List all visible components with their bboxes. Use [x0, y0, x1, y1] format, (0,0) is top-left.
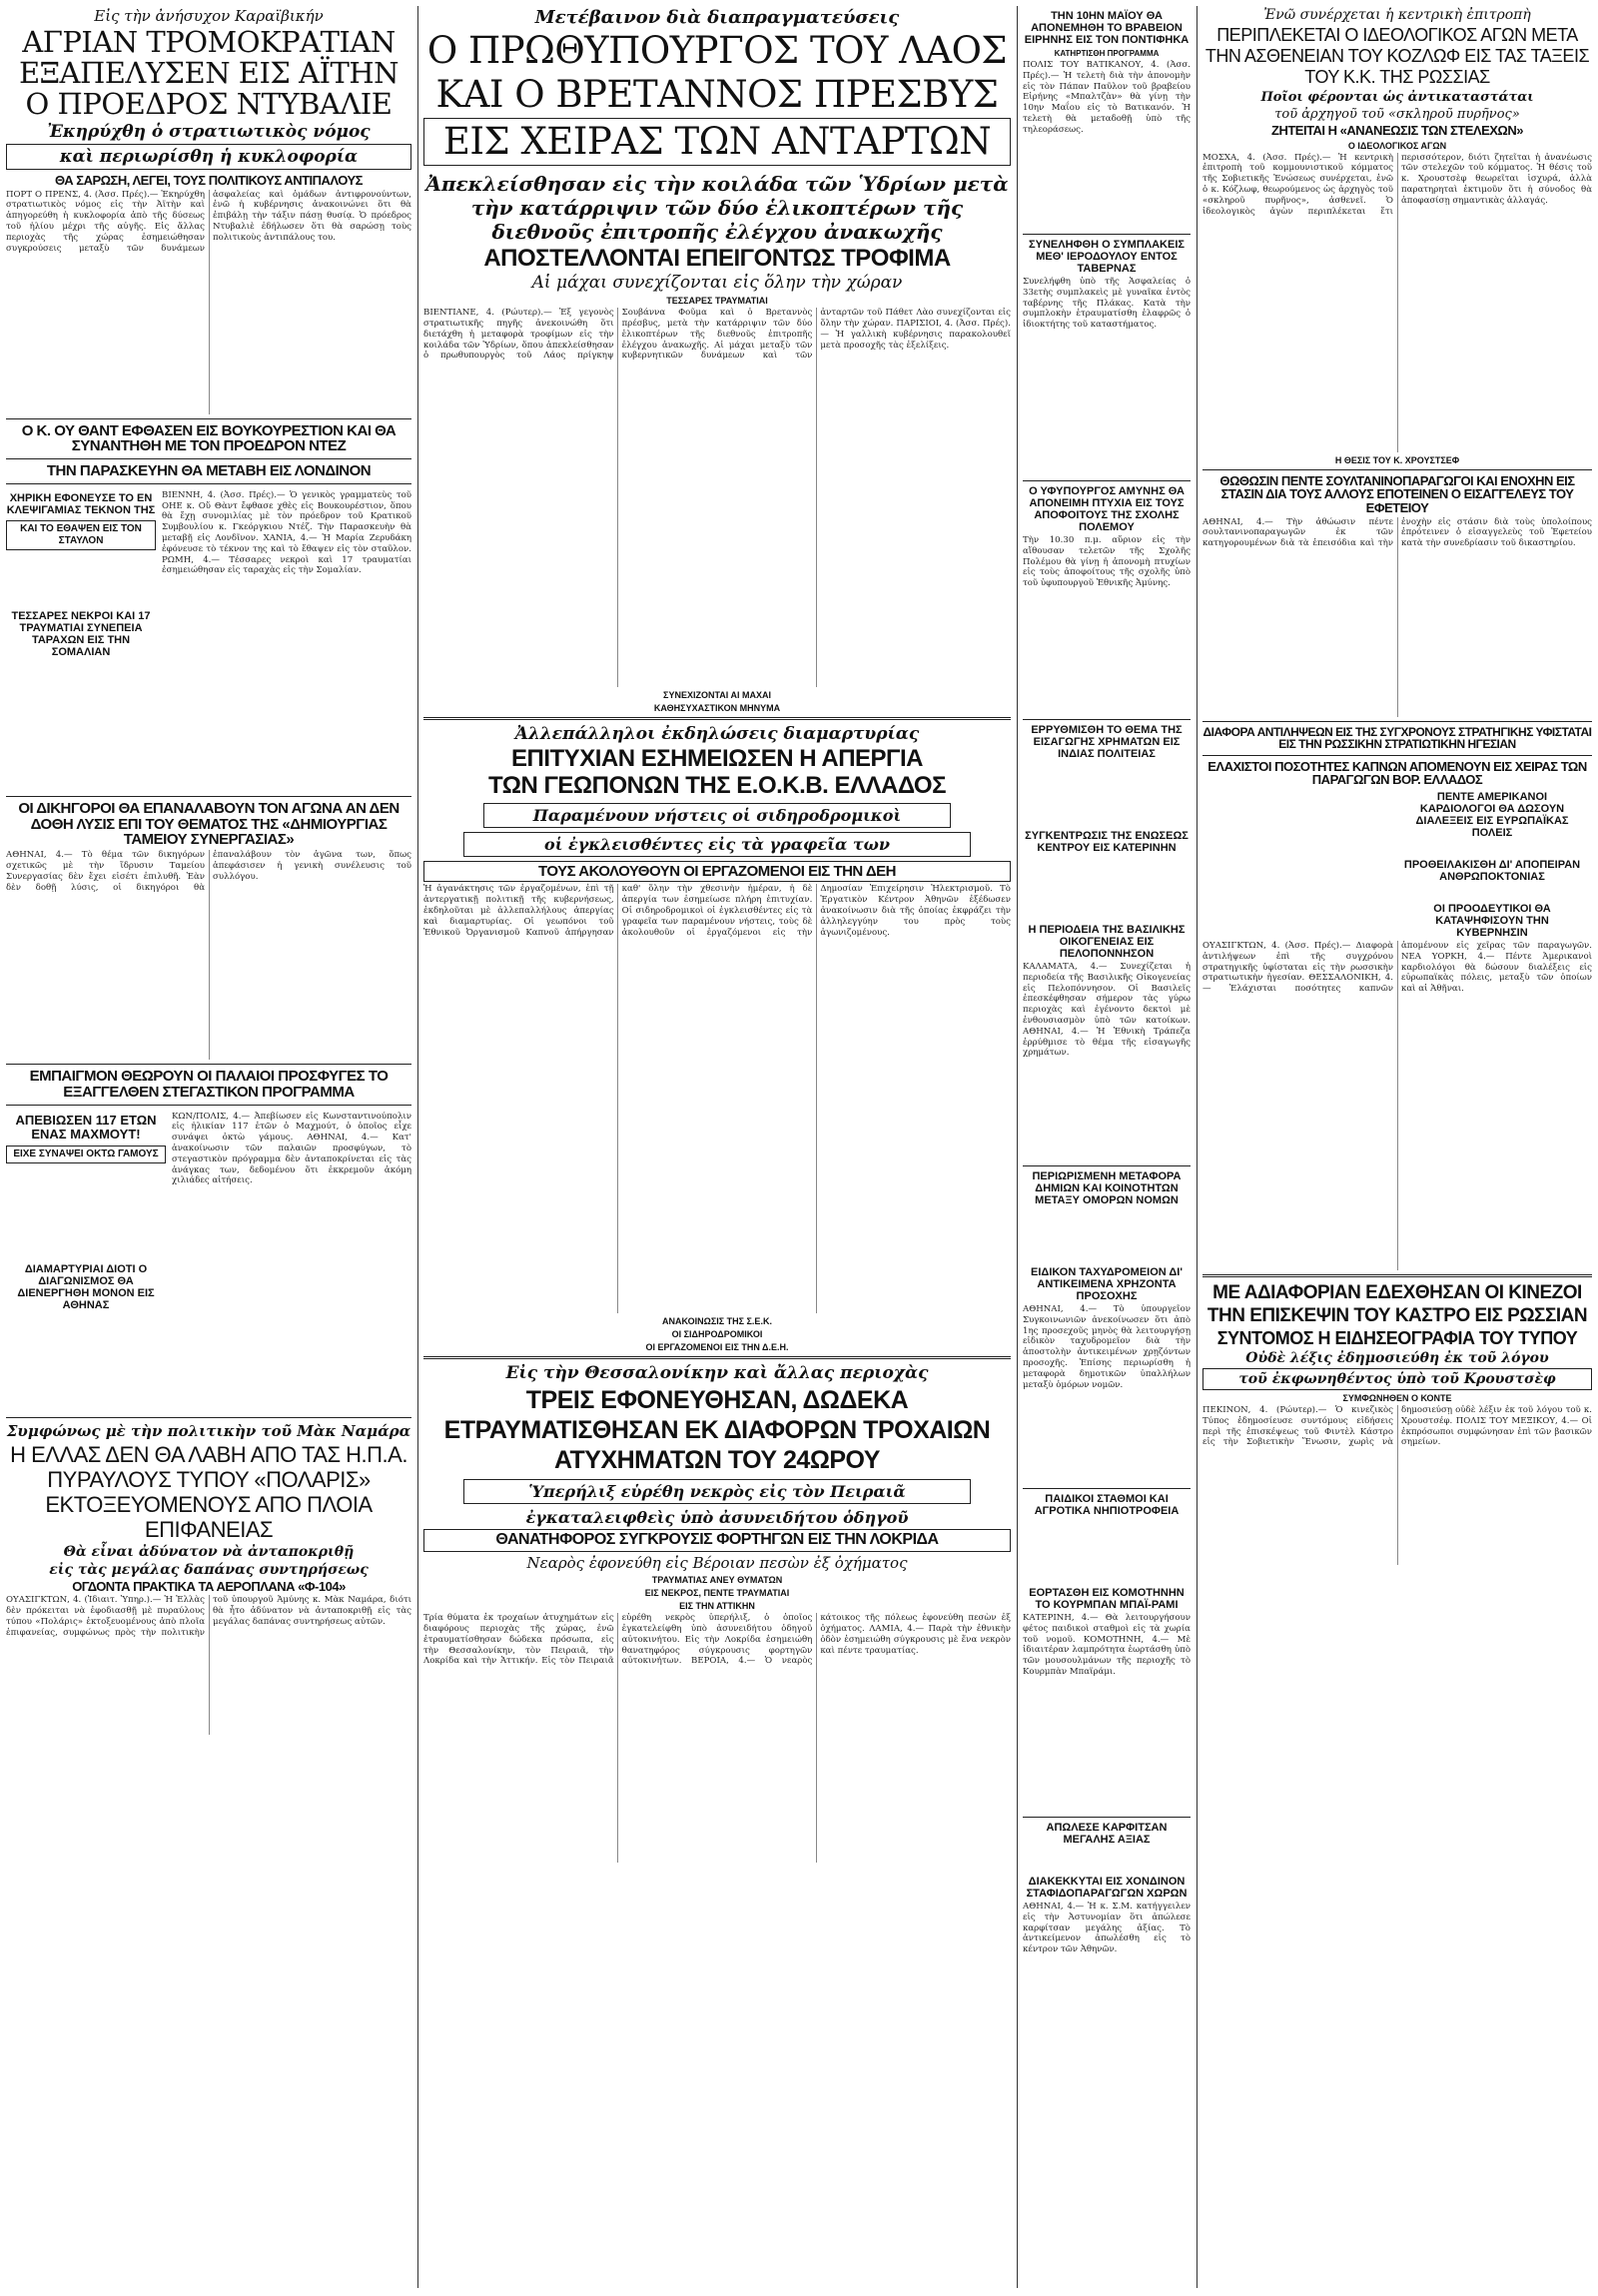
- story-headline: ΕΙΔΙΚΟΝ ΤΑΧΥΔΡΟΜΕΙΟΝ ΔΙ' ΑΝΤΙΚΕΙΜΕΝΑ ΧΡΗΖΟΝΤΑ ΠΡΟΣΟΧΗΣ: [1031, 1266, 1183, 1302]
- article-body: Ἡ ἀγανάκτησις τῶν ἐργαζομένων, ἐπὶ τῇ ἀντεργατικῇ πολιτικῇ τῆς κυβερνήσεως, ἐκδηλοῦται μὲ ἀλλεπαλλήλους ἀπεργίας καὶ διαμαρτυρίας. Οἱ γεωπόνοι τοῦ Ἐθνικοῦ Ὀργανισμοῦ Καπνοῦ ἀπήργησαν καθ' ὅλην τὴν χθεσινὴν ἡμέραν, ἡ δὲ ἀπεργία των ἐσημείωσε πλήρη ἐπιτυχίαν. Οἱ σιδηροδρομικοὶ οἱ ἐγκλεισθέντες εἰς τὰ γραφεῖα των παραμένουν νήστεις, τοὺς δὲ ἀκολουθοῦν οἱ ἐργαζόμενοι εἰς τὴν Δημοσίαν Ἐπιχείρησιν Ἠλεκτρισμοῦ. Τὸ Ἐργατικὸν Κέντρον Ἀθηνῶν ἐξέδωσεν ἀνακοίνωσιν διὰ τῆς ὁποίας ἐκφράζει τὴν ἀλληλεγγύην του πρὸς τοὺς ἀγωνιζομένους.: [423, 884, 1011, 938]
- story-headline: ΕΜΠΑΙΓΜΟΝ ΘΕΩΡΟΥΝ ΟΙ ΠΑΛΑΙΟΙ ΠΡΟΣΦΥΓΕΣ ΤΟ ΕΞΑΓΓΕΛΘΕΝ ΣΤΕΓΑΣΤΙΚΟΝ ΠΡΟΓΡΑΜΜΑ: [29, 1068, 389, 1101]
- story-headline: ΔΙΑΚΕΚΚΥΤΑΙ ΕΙΣ ΧΟΝΔΙΝΟΝ ΣΤΑΦΙΔΟΠΑΡΑΓΩΓΩΝ ΧΩΡΩΝ: [1026, 1876, 1188, 1900]
- section-heading: ΕΙΣ ΤΗΝ ΑΤΤΙΚΗΝ: [679, 1601, 755, 1612]
- story-subhead: Παραμένουν νήστεις οἱ σιδηροδρομικοὶ: [483, 803, 951, 828]
- section-heading: ΤΡΑΥΜΑΤΙΑΣ ΑΝΕΥ ΘΥΜΑΤΩΝ: [651, 1575, 783, 1586]
- story-headline: ΟΙ ΔΙΚΗΓΟΡΟΙ ΘΑ ΕΠΑΝΑΛΑΒΟΥΝ ΤΟΝ ΑΓΩΝΑ ΑΝ ΔΕΝ ΔΟΘΗ ΛΥΣΙΣ ΕΠΙ ΤΟΥ ΘΕΜΑΤΟΣ ΤΗΣ «ΔΗΜΙΟΥΡΓΙΑΣ ΤΑΜΕΙΟΥ ΣΥΝΕΡΓΑΣΙΑΣ»: [18, 799, 400, 849]
- article-body: ΚΑΛΑΜΑΤΑ, 4.— Συνεχίζεται ἡ περιοδεία τῆς Βασιλικῆς Οἰκογενείας εἰς Πελοπόννησον. Οἱ Βασιλεῖς ἐπεσκέφθησαν σήμερον τὰς γύρω περιοχὰς καὶ ἐγένοντο δεκτοὶ μὲ ἐνθουσιασμὸν ὑπὸ τῶν κατοίκων. ΑΘΗΝΑΙ, 4.— Ἡ Ἐθνικὴ Τράπεζα ἐρρύθμισε τὸ θέμα τῆς εἰσαγωγῆς χρημάτων.: [1023, 962, 1191, 1059]
- story-headline: ΕΟΡΤΑΣΘΗ ΕΙΣ ΚΟΜΟΤΗΝΗΝ ΤΟ ΚΟΥΡΜΠΑΝ ΜΠΑΪ-ΡΑΜΙ: [1029, 1587, 1185, 1611]
- story-kicker: Μετέβαινον διὰ διαπραγματεύσεις: [534, 7, 900, 28]
- section-heading: ΚΑΘΗΣΥΧΑΣΤΙΚΟΝ ΜΗΝΥΜΑ: [653, 703, 781, 714]
- article-body: ΠΟΛΙΣ ΤΟΥ ΒΑΤΙΚΑΝΟΥ, 4. (Ἀσσ. Πρές).— Ἡ τελετὴ διὰ τὴν ἀπονομὴν εἰς τὸν Πάπαν Παῦλον τοῦ βραβείου Εἰρήνης «Μπαλτζὰν» θὰ γίνῃ τὴν 10ην Μαΐου εἰς τὸ Βατικανόν. Ἡ τελετὴ θὰ μεταδοθῇ ὑπὸ τῆς τηλεοράσεως.: [1023, 60, 1191, 135]
- story-subhead: ΘΑΝΑΤΗΦΟΡΟΣ ΣΥΓΚΡΟΥΣΙΣ ΦΟΡΤΗΓΩΝ ΕΙΣ ΤΗΝ ΛΟΚΡΙΔΑ: [423, 1529, 1011, 1552]
- story-subhead: Ὑπερήλιξ εὑρέθη νεκρὸς εἰς τὸν Πειραιᾶ: [463, 1479, 971, 1504]
- article-body: Τρία θύματα ἐκ τροχαίων ἀτυχημάτων εἰς διαφόρους περιοχὰς τῆς χώρας, ἐνῶ ἐτραυματίσθησαν δώδεκα πρόσωπα, εἰς τὴν Θεσσαλονίκην, τὸν Πειραιᾶ, τὴν Λοκρίδα καὶ τὴν Ἀττικήν. Εἰς τὸν Πειραιᾶ εὑρέθη νεκρὸς ὑπερήλιξ, ὁ ὁποῖος ἐγκατελείφθη ὑπὸ ἀσυνειδήτου ὁδηγοῦ αὐτοκινήτου. Εἰς τὴν Λοκρίδα ἐσημειώθη θανατηφόρος σύγκρουσις φορτηγῶν αὐτοκινήτων. ΒΕΡΟΙΑ, 4.— Ὁ νεαρὸς κάτοικος τῆς πόλεως ἐφονεύθη πεσὼν ἐξ ὀχήματος. ΛΑΜΙΑ, 4.— Παρὰ τὴν ἐθνικὴν ὁδὸν ἐσημειώθη σύγκρουσις μὲ ἕνα νεκρὸν καὶ πέντε τραυματίας.: [423, 1613, 1011, 1667]
- article-body: ΟΥΑΣΙΓΚΤΩΝ, 4. (Ἰδιαιτ. Ὑπηρ.).— Ἡ Ἑλλὰς δὲν πρόκειται νὰ ἐφοδιασθῇ μὲ πυραύλους τύπου «Πολάρις» ἐκτοξευομένους ἀπὸ πλοῖα ἐπιφανείας, συμφώνως πρὸς τὴν πολιτικὴν τοῦ ὑπουργοῦ Ἀμύνης κ. Μὰκ Ναμάρα, διότι θὰ ἦτο ἀδύνατον νὰ ἀνταποκριθῇ εἰς τὰς μεγάλας δαπάνας συντηρήσεως αὐτῶν.: [6, 1595, 411, 1638]
- story-headline: ΔΙΑΦΟΡΑ ΑΝΤΙΛΗΨΕΩΝ ΕΙΣ ΤΗΣ ΣΥΓΧΡΟΝΟΥΣ ΣΤΡΑΤΗΓΙΚΗΣ ΥΦΙΣΤΑΤΑΙ ΕΙΣ ΤΗΝ ΡΩΣΣΙΚΗΝ ΣΤΡΑΤΙΩΤΙΚΗΝ ΗΓΕΣΙΑΝ: [1202, 724, 1592, 752]
- story-headline: ΕΛΑΧΙΣΤΟΙ ΠΟΣΟΤΗΤΕΣ ΚΑΠΝΩΝ ΑΠΟΜΕΝΟΥΝ ΕΙΣ ΧΕΙΡΑΣ ΤΩΝ ΠΑΡΑΓΩΓΩΝ ΒΟΡ. ΕΛΛΑΔΟΣ: [1207, 758, 1587, 788]
- article-body: ΠΕΚΙΝΟΝ, 4. (Ρώυτερ).— Ὁ κινεζικὸς Τύπος ἐδημοσίευσε συντόμους εἰδήσεις περὶ τῆς ἐπισκέψεως τοῦ Φιντὲλ Κάστρο εἰς τὴν Σοβιετικὴν Ἕνωσιν, χωρὶς νὰ δημοσιεύσῃ οὐδὲ λέξιν ἐκ τοῦ λόγου τοῦ κ. Χρουστσέφ. ΠΟΛΙΣ ΤΟΥ ΜΕΞΙΚΟΥ, 4.— Οἱ ἐκπρόσωποι συμφώνησαν ἐπὶ τῶν βασικῶν σημείων.: [1202, 1404, 1592, 1448]
- story-headline: Ο ΥΦΥΠΟΥΡΓΟΣ ΑΜΥΝΗΣ ΘΑ ΑΠΟΝΕΙΜΗ ΠΤΥΧΙΑ ΕΙΣ ΤΟΥΣ ΑΠΟΦΟΙΤΟΥΣ ΤΗΣ ΣΧΟΛΗΣ ΠΟΛΕΜΟΥ: [1029, 485, 1185, 533]
- story-headline: ΠΡΟΘΕΙΛΑΚΙΣΘΗ ΔΙ' ΑΠΟΠΕΙΡΑΝ ΑΝΘΡΩΠΟΚΤΟΝΙΑΣ: [1403, 859, 1581, 884]
- article-body: ΟΥΑΣΙΓΚΤΩΝ, 4. (Ἀσσ. Πρές).— Διαφορὰ ἀντιλήψεων ἐπὶ τῆς συγχρόνου στρατηγικῆς ὑφίσταται εἰς τὴν ρωσσικὴν στρατιωτικὴν ἡγεσίαν. ΘΕΣΣΑΛΟΝΙΚΗ, 4.— Ἐλάχισται ποσότητες καπνῶν ἀπομένουν εἰς χεῖρας τῶν παραγωγῶν. ΝΕΑ ΥΟΡΚΗ, 4.— Πέντε Ἀμερικανοὶ καρδιολόγοι θὰ δώσουν διαλέξεις εἰς εὐρωπαϊκὰς πόλεις, μεταξὺ τῶν ὁποίων καὶ αἱ Ἀθῆναι.: [1202, 941, 1592, 995]
- article-body: ΜΟΣΧΑ, 4. (Ἀσσ. Πρές).— Ἡ κεντρικὴ ἐπιτροπὴ τοῦ κομμουνιστικοῦ κόμματος τῆς Σοβιετικῆς Ἑνώσεως συνέρχεται, ἐνῶ ὁ κ. Κόζλωφ, θεωρούμενος ὡς ἀρχηγὸς τοῦ «σκληροῦ πυρῆνος», ἀσθενεῖ. Ὁ ἰδεολογικὸς ἀγὼν περιπλέκεται ἔτι περισσότερον, διότι ζητεῖται ἡ ἀνανέωσις τῶν στελεχῶν τοῦ κόμματος. Ἡ θέσις τοῦ κ. Χρουστσὲφ θεωρεῖται ἰσχυρά, ἀλλὰ παρατηρηταὶ ἐκτιμοῦν ὅτι ἡ σύνοδος θὰ ἀποφασίσῃ σημαντικὰς ἀλλαγάς.: [1202, 152, 1592, 217]
- story-headline: ΟΙ ΠΡΟΟΔΕΥΤΙΚΟΙ ΘΑ ΚΑΤΑΨΗΦΙΣΟΥΝ ΤΗΝ ΚΥΒΕΡΝΗΣΙΝ: [1433, 903, 1551, 940]
- article-body: Συνελήφθη ὑπὸ τῆς Ἀσφαλείας ὁ 33ετὴς συμπλακεὶς μὲ γυναῖκα ἐντὸς ταβέρνης τῆς Πλάκας. Κατὰ τὴν συμπλοκὴν ἐτραυματίσθη ἐλαφρῶς ὁ ἰδιοκτήτης τοῦ καταστήματος.: [1023, 277, 1191, 331]
- story-headline: Ο ΠΡΩΘΥΠΟΥΡΓΟΣ ΤΟΥ ΛΑΟΣ: [426, 29, 1008, 72]
- section-heading: ΣΥΜΦΩΝΗΘΕΝ Ο ΚΟΝΤΕ: [1342, 1392, 1452, 1403]
- story-subhead: Οὐδὲ λέξις ἐδημοσιεύθη ἐκ τοῦ λόγου: [1245, 1349, 1549, 1366]
- story-subhead: ΚΑΙ ΤΟ ΕΘΑΨΕΝ ΕΙΣ ΤΟΝ ΣΤΑΥΛΟΝ: [6, 520, 156, 550]
- story-headline: ΔΙΑΜΑΡΤΥΡΙΑΙ ΔΙΟΤΙ Ο ΔΙΑΓΩΝΙΣΜΟΣ ΘΑ ΔΙΕΝΕΡΓΗΘΗ ΜΟΝΟΝ ΕΙΣ ΑΘΗΝΑΣ: [17, 1262, 155, 1311]
- story-headline: Η ΕΛΛΑΣ ΔΕΝ ΘΑ ΛΑΒΗ ΑΠΟ ΤΑΣ Η.Π.Α. ΠΥΡΑΥΛΟΥΣ ΤΥΠΟΥ «ΠΟΛΑΡΙΣ» ΕΚΤΟΞΕΥΟΜΕΝΟΥΣ ΑΠΟ ΠΛΟΙΑ ΕΠΙΦΑΝΕΙΑΣ: [10, 1441, 407, 1542]
- column-rule: [1017, 6, 1018, 2288]
- story-subhead: ΤΗΝ ΠΑΡΑΣΚΕΥΗΝ ΘΑ ΜΕΤΑΒΗ ΕΙΣ ΛΟΝΔΙΝΟΝ: [46, 462, 372, 480]
- section-heading: Ο ΙΔΕΟΛΟΓΙΚΟΣ ΑΓΩΝ: [1347, 140, 1447, 151]
- story-headline: ΕΡΡΥΘΜΙΣΘΗ ΤΟ ΘΕΜΑ ΤΗΣ ΕΙΣΑΓΩΓΗΣ ΧΡΗΜΑΤΩΝ ΕΙΣ ΙΝΔΙΑΣ ΠΟΛΙΤΕΙΑΣ: [1031, 724, 1183, 760]
- story-subhead: ΑΠΟΣΤΕΛΛΟΝΤΑΙ ΕΠΕΙΓΟΝΤΩΣ ΤΡΟΦΙΜΑ: [483, 245, 951, 272]
- story-kicker: Συμφώνως μὲ τὴν πολιτικὴν τοῦ Μὰκ Ναμάρα: [6, 1421, 411, 1440]
- story-headline: ΤΕΣΣΑΡΕΣ ΝΕΚΡΟΙ ΚΑΙ 17 ΤΡΑΥΜΑΤΙΑΙ ΣΥΝΕΠΕΙΑ ΤΑΡΑΧΩΝ ΕΙΣ ΤΗΝ ΣΟΜΑΛΙΑΝ: [11, 609, 151, 658]
- story-headline: ΑΓΡΙΑΝ ΤΡΟΜΟΚΡΑΤΙΑΝ ΕΞΑΠΕΛΥΣΕΝ ΕΙΣ ΑΪΤΗΝ Ο ΠΡΟΕΔΡΟΣ ΝΤΥΒΑΛΙΕ: [18, 25, 400, 121]
- story-subhead: ΖΗΤΕΙΤΑΙ Η «ΑΝΑΝΕΩΣΙΣ ΤΩΝ ΣΤΕΛΕΧΩΝ»: [1271, 123, 1523, 138]
- article-body: ΑΘΗΝΑΙ, 4.— Τὸ θέμα τῶν δικηγόρων σχετικῶς μὲ τὴν ἵδρυσιν Ταμείου Συνεργασίας δὲν ἔχει εἰσέτι ἐπιλυθῆ. Ἐὰν δὲν δοθῇ λύσις, οἱ δικηγόροι θὰ ἐπαναλάβουν τὸν ἀγῶνα των, ὅπως ἀπεφάσισεν ἡ γενικὴ συνέλευσις τοῦ συλλόγου.: [6, 850, 411, 893]
- column-rule: [1197, 6, 1198, 2288]
- section-heading: ΟΙ ΕΡΓΑΖΟΜΕΝΟΙ ΕΙΣ ΤΗΝ Δ.Ε.Η.: [645, 1342, 789, 1353]
- story-headline: ΠΕΡΙΩΡΙΣΜΕΝΗ ΜΕΤΑΦΟΡΑ ΔΗΜΙΩΝ ΚΑΙ ΚΟΙΝΟΤΗΤΩΝ ΜΕΤΑΞΥ ΟΜΟΡΩΝ ΝΟΜΩΝ: [1032, 1170, 1182, 1206]
- article-body: ΑΘΗΝΑΙ, 4.— Τὸ ὑπουργεῖον Συγκοινωνιῶν ἀνεκοίνωσεν ὅτι ἀπὸ 1ης προσεχοῦς μηνὸς θὰ λειτουργήσῃ εἰδικὸν ταχυδρομεῖον διὰ τὴν ἀποστολὴν ἀντικειμένων χρῃζόντων προσοχῆς. Ἐπίσης περιωρίσθη ἡ μεταφορὰ δημοτικῶν ὑπαλλήλων μεταξὺ ὁμόρων νομῶν.: [1023, 1304, 1191, 1390]
- story-subhead: οἱ ἐγκλεισθέντες εἰς τὰ γραφεῖα των: [463, 832, 971, 857]
- column-rule: [417, 6, 418, 2288]
- story-kicker: Εἰς τὴν Θεσσαλονίκην καὶ ἄλλας περιοχὰς: [505, 1363, 929, 1384]
- story-headline: ΘΩΘΩΣΙΝ ΠΕΝΤΕ ΣΟΥΛΤΑΝΙΝΟΠΑΡΑΓΩΓΟΙ ΚΑΙ ΕΝΟΧΗΝ ΕΙΣ ΣΤΑΣΙΝ ΔΙΑ ΤΟΥΣ ΑΛΛΟΥΣ ΕΠΟΤΕΙΝΕΝ Ο ΕΙΣΑΓΓΕΛΕΥΣ ΤΟΥ ΕΦΕΤΕΙΟΥ: [1219, 472, 1575, 515]
- article-body: ΒΙΕΝΤΙΑΝΕ, 4. (Ρώυτερ).— Ἐξ γεγονὸς στρατιωτικῆς πηγῆς ἀνεκοινώθη ὅτι διετάχθη ἡ μεταφορὰ τροφίμων εἰς τὴν κοιλάδα τῶν Ὑδρίων, ὅπου ἀπεκλείσθησαν ὁ πρωθυπουργὸς τοῦ Λάος πρίγκηψ Σουβάννα Φοῦμα καὶ ὁ Βρεταννὸς πρέσβυς, μετὰ τὴν κατάρριψιν τῶν δύο ἑλικοπτέρων τῆς διεθνοῦς ἐπιτροπῆς ἐλέγχου ἀνακωχῆς. Αἱ μάχαι μεταξὺ τῶν κυβερνητικῶν δυνάμεων καὶ τῶν ἀνταρτῶν τοῦ Πάθετ Λὰο συνεχίζονται εἰς ὅλην τὴν χώραν. ΠΑΡΙΣΙΟΙ, 4. (Ἀσσ. Πρές).— Ἡ γαλλικὴ κυβέρνησις παρακολουθεῖ μετὰ προσοχῆς τὰς ἐξελίξεις.: [423, 308, 1011, 362]
- story-headline: ΤΩΝ ΓΕΩΠΟΝΩΝ ΤΗΣ Ε.Ο.Κ.Β. ΕΛΛΑΔΟΣ: [488, 772, 946, 800]
- story-headline: ΣΥΓΚΕΝΤΡΩΣΙΣ ΤΗΣ ΕΝΩΣΕΩΣ ΚΕΝΤΡΟΥ ΕΙΣ ΚΑΤΕΡΙΝΗΝ: [1025, 830, 1189, 854]
- section-heading: ΣΥΝΕΧΙΖΟΝΤΑΙ ΑΙ ΜΑΧΑΙ: [663, 690, 771, 701]
- section-heading: Η ΘΕΣΙΣ ΤΟΥ Κ. ΧΡΟΥΣΤΣΕΦ: [1334, 454, 1460, 465]
- story-subhead: τοῦ ἀρχηγοῦ τοῦ «σκληροῦ πυρῆνος»: [1274, 107, 1520, 122]
- article-body: ΚΑΤΕΡΙΝΗ, 4.— Θὰ λειτουργήσουν φέτος παιδικοὶ σταθμοὶ εἰς τὰ χωρία τοῦ νομοῦ. ΚΟΜΟΤΗΝΗ, 4.— Μὲ ἰδιαιτέραν λαμπρότητα ἑωρτάσθη ὑπὸ τῶν μουσουλμάνων τῆς περιοχῆς τὸ Κουρμπὰν Μπαϊράμι.: [1023, 1613, 1191, 1677]
- story-subhead: τοῦ ἐκφωνηθέντος ὑπὸ τοῦ Κρουστσὲφ: [1202, 1368, 1592, 1390]
- story-headline: ΑΠΕΒΙΩΣΕΝ 117 ΕΤΩΝ ΕΝΑΣ ΜΑΧΜΟΥΤ!: [15, 1112, 157, 1142]
- story-headline: ΕΠΙΤΥΧΙΑΝ ΕΣΗΜΕΙΩΣΕΝ Η ΑΠΕΡΓΙΑ: [511, 745, 923, 773]
- article-body: Τὴν 10.30 π.μ. αὔριον εἰς τὴν αἴθουσαν τελετῶν τῆς Σχολῆς Πολέμου θὰ γίνῃ ἡ ἀπονομὴ πτυχίων εἰς τοὺς ἀποφοίτους τῆς σχολῆς ὑπὸ τοῦ ὑφυπουργοῦ Ἐθνικῆς Ἀμύνης.: [1023, 535, 1191, 589]
- story-kicker: Ἐνῶ συνέρχεται ἡ κεντρικὴ ἐπιτροπὴ: [1263, 7, 1531, 23]
- story-subhead: ΤΟΥΣ ΑΚΟΛΟΥΘΟΥΝ ΟΙ ΕΡΓΑΖΟΜΕΝΟΙ ΕΙΣ ΤΗΝ ΔΕΗ: [423, 861, 1011, 883]
- section-heading: ΑΝΑΚΟΙΝΩΣΙΣ ΤΗΣ Σ.Ε.Κ.: [662, 1316, 772, 1327]
- story-headline: ΑΠΩΛΕΣΕ ΚΑΡΦΙΤΣΑΝ ΜΕΓΑΛΗΣ ΑΞΙΑΣ: [1046, 1822, 1168, 1846]
- story-subhead: Ἀπεκλείσθησαν εἰς τὴν κοιλάδα τῶν Ὑδρίων μετὰ τὴν κατάρριψιν τῶν δύο ἑλικοπτέρων τῆς διεθνοῦς ἐπιτροπῆς ἐλέγχου ἀνακωχῆς: [425, 172, 1009, 244]
- story-headline: ΧΗΡΙΚΗ ΕΦΟΝΕΥΣΕ ΤΟ ΕΝ ΚΛΕΨΙΓΑΜΙΑΣ ΤΕΚΝΟΝ ΤΗΣ: [6, 491, 156, 516]
- article-body: ΑΘΗΝΑΙ, 4.— Τὴν ἀθώωσιν πέντε σουλτανινοπαραγωγῶν ἐκ τῶν κατηγορουμένων διὰ τὰ ἐπεισόδια καὶ τὴν ἐνοχὴν εἰς στάσιν διὰ τοὺς ὑπολοίπους ἐπρότεινεν ὁ εἰσαγγελεὺς τοῦ Ἐφετείου κατὰ τὴν συνεδρίασιν τοῦ δικαστηρίου.: [1202, 516, 1592, 549]
- article-body: ΑΘΗΝΑΙ, 4.— Ἡ κ. Σ.Μ. κατήγγειλεν εἰς τὴν Ἀστυνομίαν ὅτι ἀπώλεσε καρφίτσαν μεγάλης ἀξίας. Τὸ ἀντικείμενον ἀπωλέσθη εἰς τὸ κέντρον τῶν Ἀθηνῶν.: [1023, 1902, 1191, 1955]
- story-headline: ΠΑΙΔΙΚΟΙ ΣΤΑΘΜΟΙ ΚΑΙ ΑΓΡΟΤΙΚΑ ΝΗΠΙΟΤΡΟΦΕΙΑ: [1034, 1493, 1180, 1517]
- story-headline: ΠΕΡΙΠΛΕΚΕΤΑΙ Ο ΙΔΕΟΛΟΓΙΚΟΣ ΑΓΩΝ ΜΕΤΑ ΤΗΝ ΑΣΘΕΝΕΙΑΝ ΤΟΥ ΚΟΖΛΩΦ ΕΙΣ ΤΑΣ ΤΑΞΕΙΣ ΤΟΥ Κ.Κ. ΤΗΣ ΡΩΣΣΙΑΣ: [1204, 25, 1590, 87]
- story-subhead: ΟΓΔΟΝΤΑ ΠΡΑΚΤΙΚΑ ΤΑ ΑΕΡΟΠΛΑΝΑ «Φ-104»: [72, 1578, 346, 1594]
- story-headline: ΚΑΙ Ο ΒΡΕΤΑΝΝΟΣ ΠΡΕΣΒΥΣ: [435, 73, 999, 116]
- story-subhead: ΘΑ ΣΑΡΩΣΗ, ΛΕΓΕΙ, ΤΟΥΣ ΠΟΛΙΤΙΚΟΥΣ ΑΝΤΙΠΑΛΟΥΣ: [55, 173, 363, 188]
- section-heading: ΕΙΣ ΝΕΚΡΟΣ, ΠΕΝΤΕ ΤΡΑΥΜΑΤΙΑΙ: [644, 1588, 790, 1599]
- article-body: ΚΩΝ/ΠΟΛΙΣ, 4.— Ἀπεβίωσεν εἰς Κωνσταντινούπολιν εἰς ἡλικίαν 117 ἐτῶν ὁ Μαχμούτ, ὁ ὁποῖος εἶχε συνάψει ὀκτὼ γάμους. ΑΘΗΝΑΙ, 4.— Κατ' ἀνακοίνωσιν τῶν παλαιῶν προσφύγων, τὸ στεγαστικὸν πρόγραμμα δὲν ἀνταποκρίνεται εἰς τὰς ἀνάγκας των, δεδομένου ὅτι ἐκκρεμοῦν ἀκόμη χιλιάδες αἰτήσεις.: [172, 1111, 411, 1186]
- story-subhead: ΚΑΤΗΡΤΙΣΘΗ ΠΡΟΓΡΑΜΜΑ: [1054, 49, 1160, 58]
- story-subhead: Νεαρὸς ἐφονεύθη εἰς Βέροιαν πεσὼν ἐξ ὀχήματος: [526, 1554, 908, 1573]
- story-headline: ΜΕ ΑΔΙΑΦΟΡΙΑΝ ΕΔΕΧΘΗΣΑΝ ΟΙ ΚΙΝΕΖΟΙ ΤΗΝ ΕΠΙΣΚΕΨΙΝ ΤΟΥ ΚΑΣΤΡΟ ΕΙΣ ΡΩΣΣΙΑΝ: [1206, 1282, 1588, 1327]
- story-headline: ΠΕΝΤΕ ΑΜΕΡΙΚΑΝΟΙ ΚΑΡΔΙΟΛΟΓΟΙ ΘΑ ΔΩΣΟΥΝ ΔΙΑΛΕΞΕΙΣ ΕΙΣ ΕΥΡΩΠΑΪΚΑΣ ΠΟΛΕΙΣ: [1415, 791, 1569, 840]
- story-subhead: Αἱ μάχαι συνεχίζονται εἰς ὅλην τὴν χώραν: [531, 273, 903, 294]
- story-subhead: ἐγκαταλειφθεὶς ὑπὸ ἀσυνειδήτου ὁδηγοῦ: [525, 1508, 909, 1528]
- story-headline: ΤΡΕΙΣ ΕΦΟΝΕΥΘΗΣΑΝ, ΔΩΔΕΚΑ ΕΤΡΑΥΜΑΤΙΣΘΗΣΑΝ ΕΚ ΔΙΑΦΟΡΩΝ ΤΡΟΧΑΙΩΝ ΑΤΥΧΗΜΑΤΩΝ ΤΟΥ 24ΩΡΟΥ: [443, 1386, 991, 1475]
- story-subhead: καὶ περιωρίσθη ἡ κυκλοφορία: [6, 144, 411, 170]
- story-headline: ΤΗΝ 10ΗΝ ΜΑΪΟΥ ΘΑ ΑΠΟΝΕΜΗΘΗ ΤΟ ΒΡΑΒΕΙΟΝ ΕΙΡΗΝΗΣ ΕΙΣ ΤΟΝ ΠΟΝΤΙΦΗΚΑ: [1024, 10, 1190, 46]
- story-headline: Η ΠΕΡΙΟΔΕΙΑ ΤΗΣ ΒΑΣΙΛΙΚΗΣ ΟΙΚΟΓΕΝΕΙΑΣ ΕΙΣ ΠΕΛΟΠΟΝΝΗΣΟΝ: [1028, 924, 1186, 960]
- story-subhead: εἰς τὰς μεγάλας δαπάνας συντηρήσεως: [49, 1561, 369, 1578]
- story-headline: Ο Κ. ΟΥ ΘΑΝΤ ΕΦΘΑΣΕΝ ΕΙΣ ΒΟΥΚΟΥΡΕΣΤΙΟΝ ΚΑΙ ΘΑ ΣΥΝΑΝΤΗΘΗ ΜΕ ΤΟΝ ΠΡΟΕΔΡΟΝ ΝΤΕΖ: [21, 421, 397, 455]
- section-heading: ΟΙ ΣΙΔΗΡΟΔΡΟΜΙΚΟΙ: [671, 1329, 763, 1340]
- article-body: ΒΙΕΝΝΗ, 4. (Ἀσσ. Πρές).— Ὁ γενικὸς γραμματεὺς τοῦ ΟΗΕ κ. Οὔ Θὰντ ἔφθασε χθὲς εἰς Βουκουρέστιον, ὅπου θὰ ἔχῃ συνομιλίας μὲ τὸν πρόεδρον τοῦ Κρατικοῦ Συμβουλίου κ. Γκεόργκιου Ντέζ. Τὴν Παρασκευὴν θὰ μεταβῇ εἰς Λονδῖνον. ΧΑΝΙΑ, 4.— Ἡ Μαρία Ζερυδάκη ἐφόνευσε τὸ τέκνον της καὶ τὸ ἔθαψεν εἰς τὸν σταῦλον. ΡΩΜΗ, 4.— Τέσσαρες νεκροὶ καὶ 17 τραυματίαι ἐσημειώθησαν εἰς ταραχὰς εἰς τὴν Σομαλίαν.: [162, 489, 411, 576]
- story-subhead: Ἐκηρύχθη ὁ στρατιωτικὸς νόμος: [47, 122, 371, 142]
- section-heading: ΤΕΣΣΑΡΕΣ ΤΡΑΥΜΑΤΙΑΙ: [666, 296, 768, 307]
- story-subhead: Ποῖοι φέρονται ὡς ἀντικαταστάται: [1260, 90, 1534, 105]
- column-4: [1202, 6, 1592, 2290]
- story-headline: ΣΥΝΕΛΗΦΘΗ Ο ΣΥΜΠΛΑΚΕΙΣ ΜΕΘ' ΙΕΡΟΔΟΥΛΟΥ ΕΝΤΟΣ ΤΑΒΕΡΝΑΣ: [1029, 239, 1185, 275]
- column-1: [6, 6, 411, 2290]
- story-kicker: Ἀλλεπάλληλοι ἐκδηλώσεις διαμαρτυρίας: [514, 724, 920, 745]
- column-2: [423, 6, 1011, 2290]
- column-3: [1023, 6, 1191, 2290]
- article-body: ΠΟΡΤ Ο ΠΡΕΝΣ, 4. (Ἀσσ. Πρές).— Ἐκηρύχθη στρατιωτικὸς νόμος εἰς τὴν Ἀϊτὴν καὶ ἀπηγορεύθη ἡ κυκλοφορία ἀπὸ τῆς δύσεως τοῦ ἡλίου μέχρι τῆς αὐγῆς. Εἰς ἄλλας περιοχὰς τῆς χώρας ἐσημειώθησαν συγκρούσεις μεταξὺ τῶν δυνάμεων ἀσφαλείας καὶ ὁμάδων ἀντιφρονούντων, ἐνῶ ἡ κυβέρνησις ἀνακοινώνει ὅτι θὰ ἐπιβάλῃ τὴν τάξιν πάσῃ θυσίᾳ. Ὁ πρόεδρος Ντυβαλιὲ ἐδήλωσεν ὅτι θὰ σαρώσῃ τοὺς πολιτικοὺς ἀντιπάλους του.: [6, 189, 411, 254]
- story-subhead: Θὰ εἶναι ἀδύνατον νὰ ἀνταποκριθῇ: [63, 1543, 355, 1560]
- story-subhead: ΕΙΧΕ ΣΥΝΑΨΕΙ ΟΚΤΩ ΓΑΜΟΥΣ: [6, 1146, 166, 1163]
- story-subhead: ΣΥΝΤΟΜΟΣ Η ΕΙΔΗΣΕΟΓΡΑΦΙΑ ΤΟΥ ΤΥΠΟΥ: [1216, 1328, 1578, 1349]
- story-kicker: Εἰς τὴν ἀνήσυχον Καραϊβικήν: [94, 7, 324, 25]
- story-headline: ΕΙΣ ΧΕΙΡΑΣ ΤΩΝ ΑΝΤΑΡΤΩΝ: [423, 118, 1011, 166]
